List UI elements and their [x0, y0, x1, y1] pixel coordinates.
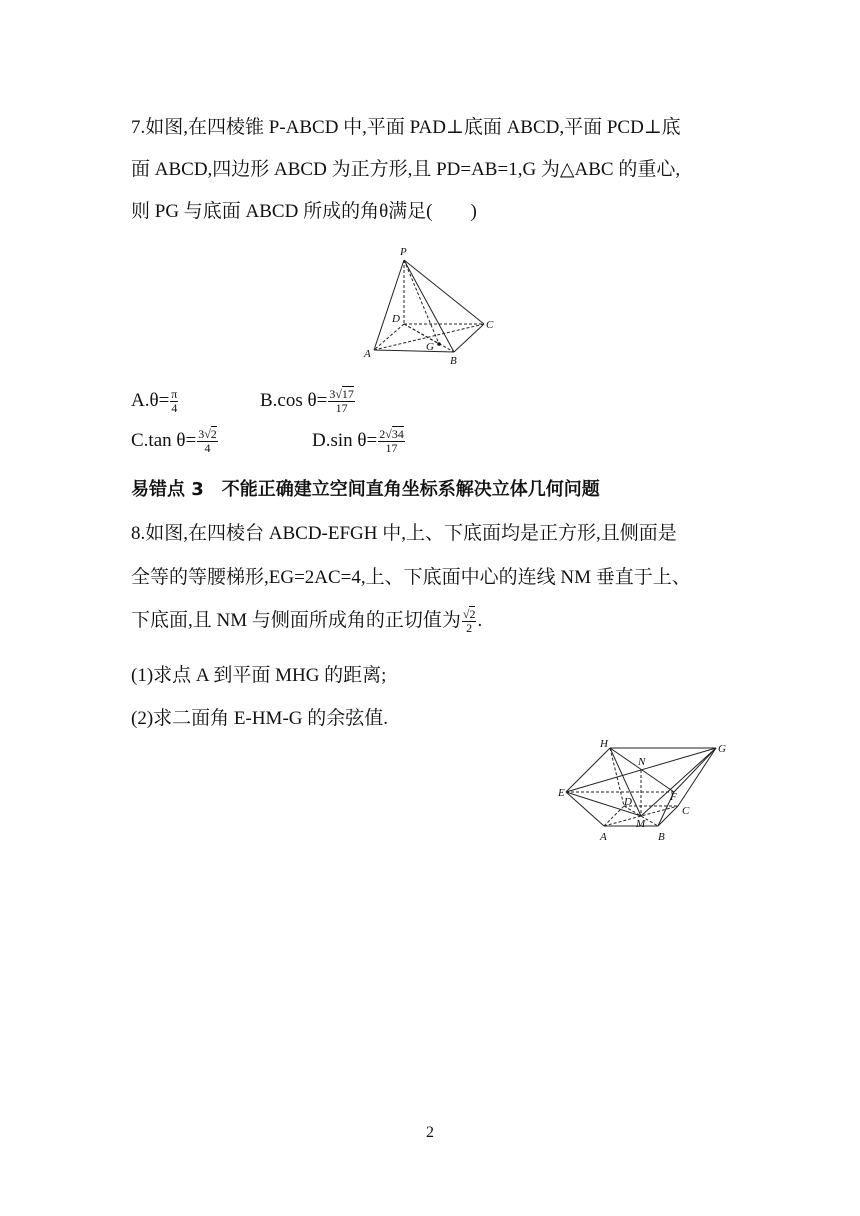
option-b: B.cos θ= $\frac{3√17}{17}$ [260, 387, 354, 415]
label-G: G [718, 743, 726, 755]
label-B: B [658, 831, 665, 843]
q8-frustum-figure [556, 734, 736, 846]
q8-part-2: (2)求二面角 E-HM-G 的余弦值. [131, 708, 389, 729]
page-number: 2 [426, 1124, 434, 1141]
q8-part-1: (1)求点 A 到平面 MHG 的距离; [131, 665, 387, 686]
label-F: F [670, 791, 677, 803]
label-E: E [558, 787, 565, 799]
label-P: P [400, 246, 407, 258]
option-d: D.sin θ= $\frac{2√34}{17}$ [312, 427, 404, 455]
option-c: C.tan θ= $\frac{3√2}{4}$ [131, 427, 217, 455]
section-heading: 易错点 3 不能正确建立空间直角坐标系解决立体几何问题 [131, 479, 600, 500]
label-N: N [638, 756, 646, 768]
label-C: C [682, 805, 690, 817]
label-D: D [392, 313, 400, 325]
label-C: C [486, 319, 494, 331]
q8-text-line-2: 全等的等腰梯形,EG=2AC=4,上、下底面中心的连线 NM 垂直于上、 [131, 567, 691, 588]
label-A: A [364, 348, 371, 360]
label-B: B [450, 355, 457, 367]
q8-text-line-3: 下底面,且 NM 与侧面所成角的正切值为 $\frac{√2}{2}$ . [131, 607, 483, 635]
q7-text-line-3: 则 PG 与底面 ABCD 所成的角θ满足( ) [131, 201, 477, 222]
q8-text-line-1: 8.如图,在四棱台 ABCD-EFGH 中,上、下底面均是正方形,且侧面是 [131, 523, 677, 544]
q7-text-line-2: 面 ABCD,四边形 ABCD 为正方形,且 PD=AB=1,G 为△ABC 的重心, [131, 159, 681, 180]
label-M: M [636, 818, 646, 830]
label-D: D [624, 796, 632, 808]
label-H: H [600, 738, 608, 750]
label-G: G [426, 341, 434, 353]
q7-pyramid-figure [356, 242, 506, 370]
option-a: A.θ= $\frac{\pi}{4}$ [131, 387, 178, 415]
q7-text-line-1: 7.如图,在四棱锥 P-ABCD 中,平面 PAD⊥底面 ABCD,平面 PCD⊥底 [131, 117, 681, 138]
label-A: A [600, 831, 607, 843]
